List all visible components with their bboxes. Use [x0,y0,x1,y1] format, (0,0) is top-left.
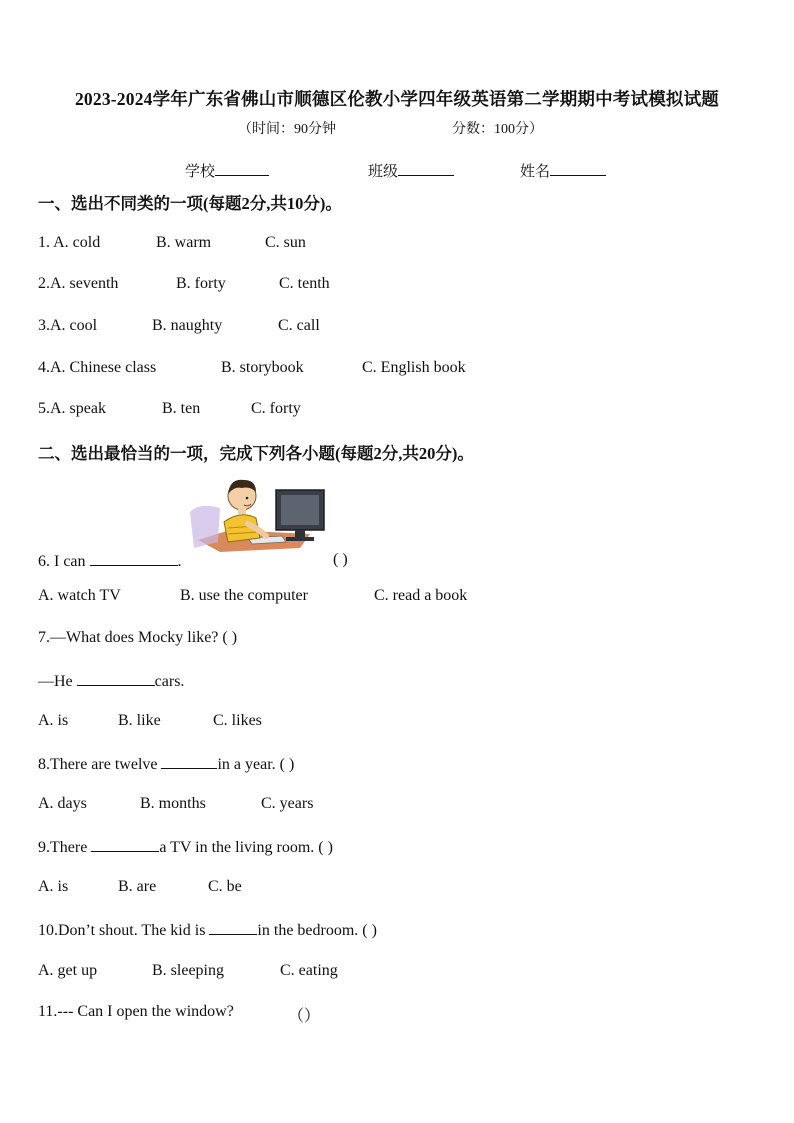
school-blank[interactable] [215,161,269,176]
q6-stem: 6. I can [38,553,86,570]
q4-option-a: 4.A. Chinese class [38,359,157,376]
q7-option-c: C. likes [213,712,262,729]
name-blank[interactable] [550,161,606,176]
q5-option-b: B. ten [162,400,201,417]
q2-option-c: C. tenth [279,275,330,292]
q10-option-b: B. sleeping [152,962,224,979]
school-label: 学校 [185,164,216,180]
q6-answer-paren[interactable]: ( ) [333,551,348,568]
q6-option-b: B. use the computer [180,587,308,604]
class-label: 班级 [368,164,399,180]
q7-answer-line [38,671,184,691]
q7-option-b: B. like [118,712,161,729]
q7-line-start: —He [38,673,73,690]
q7-line-end: cars. [154,673,185,690]
q6-option-a: A. watch TV [38,587,121,604]
q8-option-b: B. months [140,795,206,812]
q7-blank[interactable] [77,671,155,686]
boy-using-computer-icon [190,472,340,552]
q11-answer-paren[interactable]: （） [288,1008,321,1025]
q8-stem: 8.There are twelve [38,756,158,773]
q5-option-c: C. forty [251,400,301,417]
q10-tail: in the bedroom. ( ) [257,922,377,939]
q11-stem: 11.--- Can I open the window? [38,1003,234,1020]
section-1-heading: 一、选出不同类的一项(每题2分,共10分)。 [38,194,342,213]
q10-option-a: A. get up [38,962,98,979]
q9-tail: a TV in the living room. ( ) [159,839,333,856]
school-field [185,160,269,181]
q9-option-c: C. be [208,878,242,895]
question-1 [38,234,100,252]
q7-option-a: A. is [38,712,69,729]
q3-option-a: 3.A. cool [38,317,98,334]
q9-blank[interactable] [91,837,159,852]
q8-blank[interactable] [161,754,217,769]
q6-option-c: C. read a book [374,587,468,604]
q10-stem: 10.Don’t shout. The kid is [38,922,206,939]
q3-option-b: B. naughty [152,317,223,334]
q1-option-b: B. warm [156,234,212,251]
q8-option-a: A. days [38,795,87,812]
q9-stem: 9.There [38,839,88,856]
boy-computer-illustration [190,472,340,552]
question-8 [38,754,294,774]
q6-tail: . [177,553,182,570]
q3-option-c: C. call [278,317,320,334]
q4-option-c: C. English book [362,359,466,376]
q9-option-a: A. is [38,878,69,895]
q1-option-a: 1. A. cold [38,234,101,251]
class-blank[interactable] [398,161,454,176]
q6-blank[interactable] [90,551,178,566]
question-10 [38,920,377,940]
q10-blank[interactable] [209,920,257,935]
q7-stem: 7.—What does Mocky like? ( ) [38,629,238,646]
class-field [368,160,454,181]
exam-score: 分数：100分） [452,122,543,137]
q9-option-b: B. are [118,878,157,895]
section-2-heading: 二、选出最恰当的一项，完成下列各小题(每题2分,共20分)。 [38,444,474,463]
q2-option-a: 2.A. seventh [38,275,119,292]
q2-option-b: B. forty [176,275,226,292]
page-title: 2023-2024学年广东省佛山市顺德区伦教小学四年级英语第二学期期中考试模拟试题 [74,89,720,109]
question-6 [38,551,182,571]
q8-option-c: C. years [261,795,314,812]
name-label: 姓名 [520,164,551,180]
q1-option-c: C. sun [265,234,306,251]
exam-time: （时间：90分钟 [238,122,336,137]
q10-option-c: C. eating [280,962,338,979]
question-9 [38,837,333,857]
q4-option-b: B. storybook [221,359,304,376]
q5-option-a: 5.A. speak [38,400,106,417]
name-field [520,160,606,181]
q8-tail: in a year. ( ) [217,756,295,773]
